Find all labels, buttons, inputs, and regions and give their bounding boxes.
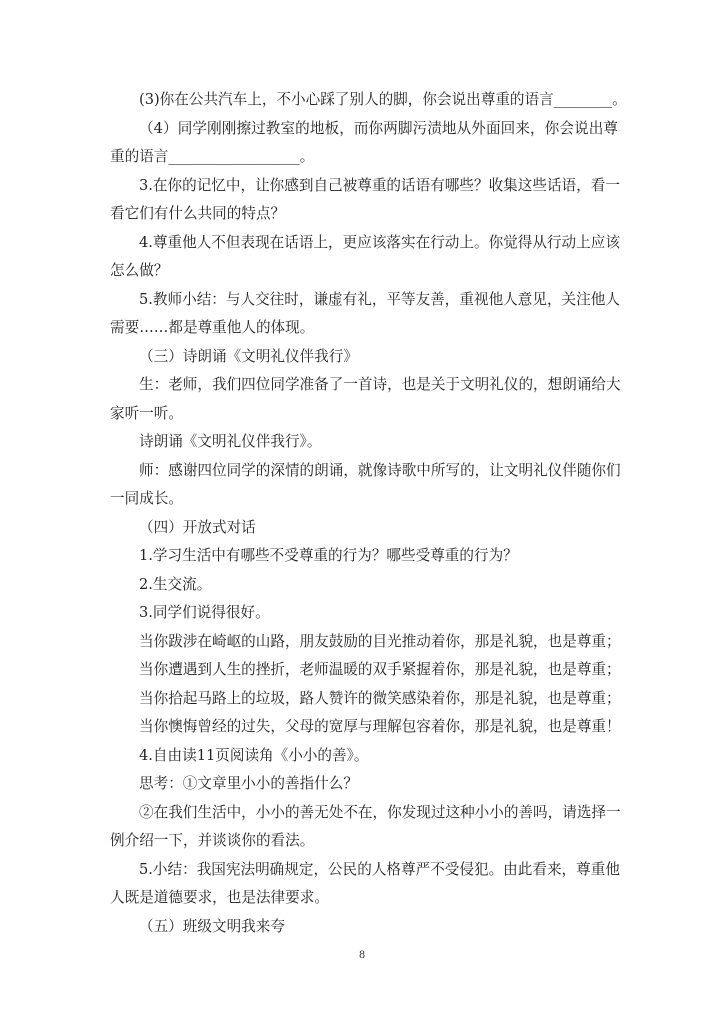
poem-line: 当你拾起马路上的垃圾，路人赞许的微笑感染着你，那是礼貌，也是尊重； — [139, 689, 621, 707]
text-line: 4.尊重他人不但表现在话语上，更应该落实在行动上。你觉得从行动上应该 — [139, 233, 620, 251]
text-line: 3.同学们说得很好。 — [139, 604, 270, 621]
text-line: 人既是道德要求，也是法律要求。 — [110, 889, 329, 906]
text-line: 家听一听。 — [110, 404, 183, 422]
document-body — [110, 86, 627, 941]
section-heading: （四）开放式对话 — [139, 518, 256, 536]
poem-line: 当你遭遇到人生的挫折，老师温暖的双手紧握着你，那是礼貌，也是尊重； — [139, 661, 621, 678]
text-line: 5.小结：我国宪法明确规定，公民的人格尊严不受侵犯。由此看来，尊重他 — [139, 860, 620, 878]
text-line: 一同成长。 — [110, 490, 183, 507]
text-line: 需要……都是尊重他人的体现。 — [110, 319, 315, 336]
text-line: 3.在你的记忆中，让你感到自己被尊重的话语有哪些？收集这些话语，看一 — [139, 176, 620, 194]
text-line: 2.生交流。 — [139, 575, 212, 593]
section-heading: （五）班级文明我来夸 — [139, 917, 285, 935]
text-line: 思考：①文章里小小的善指什么？ — [139, 775, 358, 792]
text-line: 5.教师小结：与人交往时，谦虚有礼，平等友善，重视他人意见，关注他人 — [139, 290, 620, 308]
poem-line: 当你懊悔曾经的过失，父母的宽厚与理解包容着你，那是礼貌，也是尊重！ — [139, 718, 621, 735]
text-line: 1.学习生活中有哪些不受尊重的行为？哪些受尊重的行为？ — [139, 547, 518, 564]
text-line: ②在我们生活中，小小的善无处不在，你发现过这种小小的善吗，请选择一 — [139, 803, 621, 821]
text-line: 诗朗诵《文明礼仪伴我行》。 — [139, 433, 322, 450]
text-line: 4.自由读11页阅读角《小小的善》。 — [139, 746, 369, 764]
text-line: （4）同学刚刚擦过教室的地板，而你两脚污渍地从外面回来，你会说出尊 — [139, 119, 618, 137]
text-line: 怎么做？ — [110, 262, 169, 279]
text-line: 师：感谢四位同学的深情的朗诵，就像诗歌中所写的，让文明礼仪伴随你们 — [139, 461, 621, 479]
text-line: 例介绍一下，并谈谈你的看法。 — [110, 832, 315, 849]
text-line: 生：老师，我们四位同学准备了一首诗，也是关于文明礼仪的，想朗诵给大 — [139, 376, 621, 393]
poem-line: 当你跋涉在崎岖的山路，朋友鼓励的目光推动着你，那是礼貌，也是尊重； — [139, 632, 621, 650]
text-line: 看它们有什么共同的特点？ — [110, 205, 286, 222]
page-number: 8 — [358, 950, 366, 961]
text-line: 重的语言__________________。 — [110, 148, 315, 165]
section-heading: （三）诗朗诵《文明礼仪伴我行》 — [139, 347, 358, 365]
text-line: (3)你在公共汽车上，不小心踩了别人的脚，你会说出尊重的语言________。 — [139, 91, 627, 108]
